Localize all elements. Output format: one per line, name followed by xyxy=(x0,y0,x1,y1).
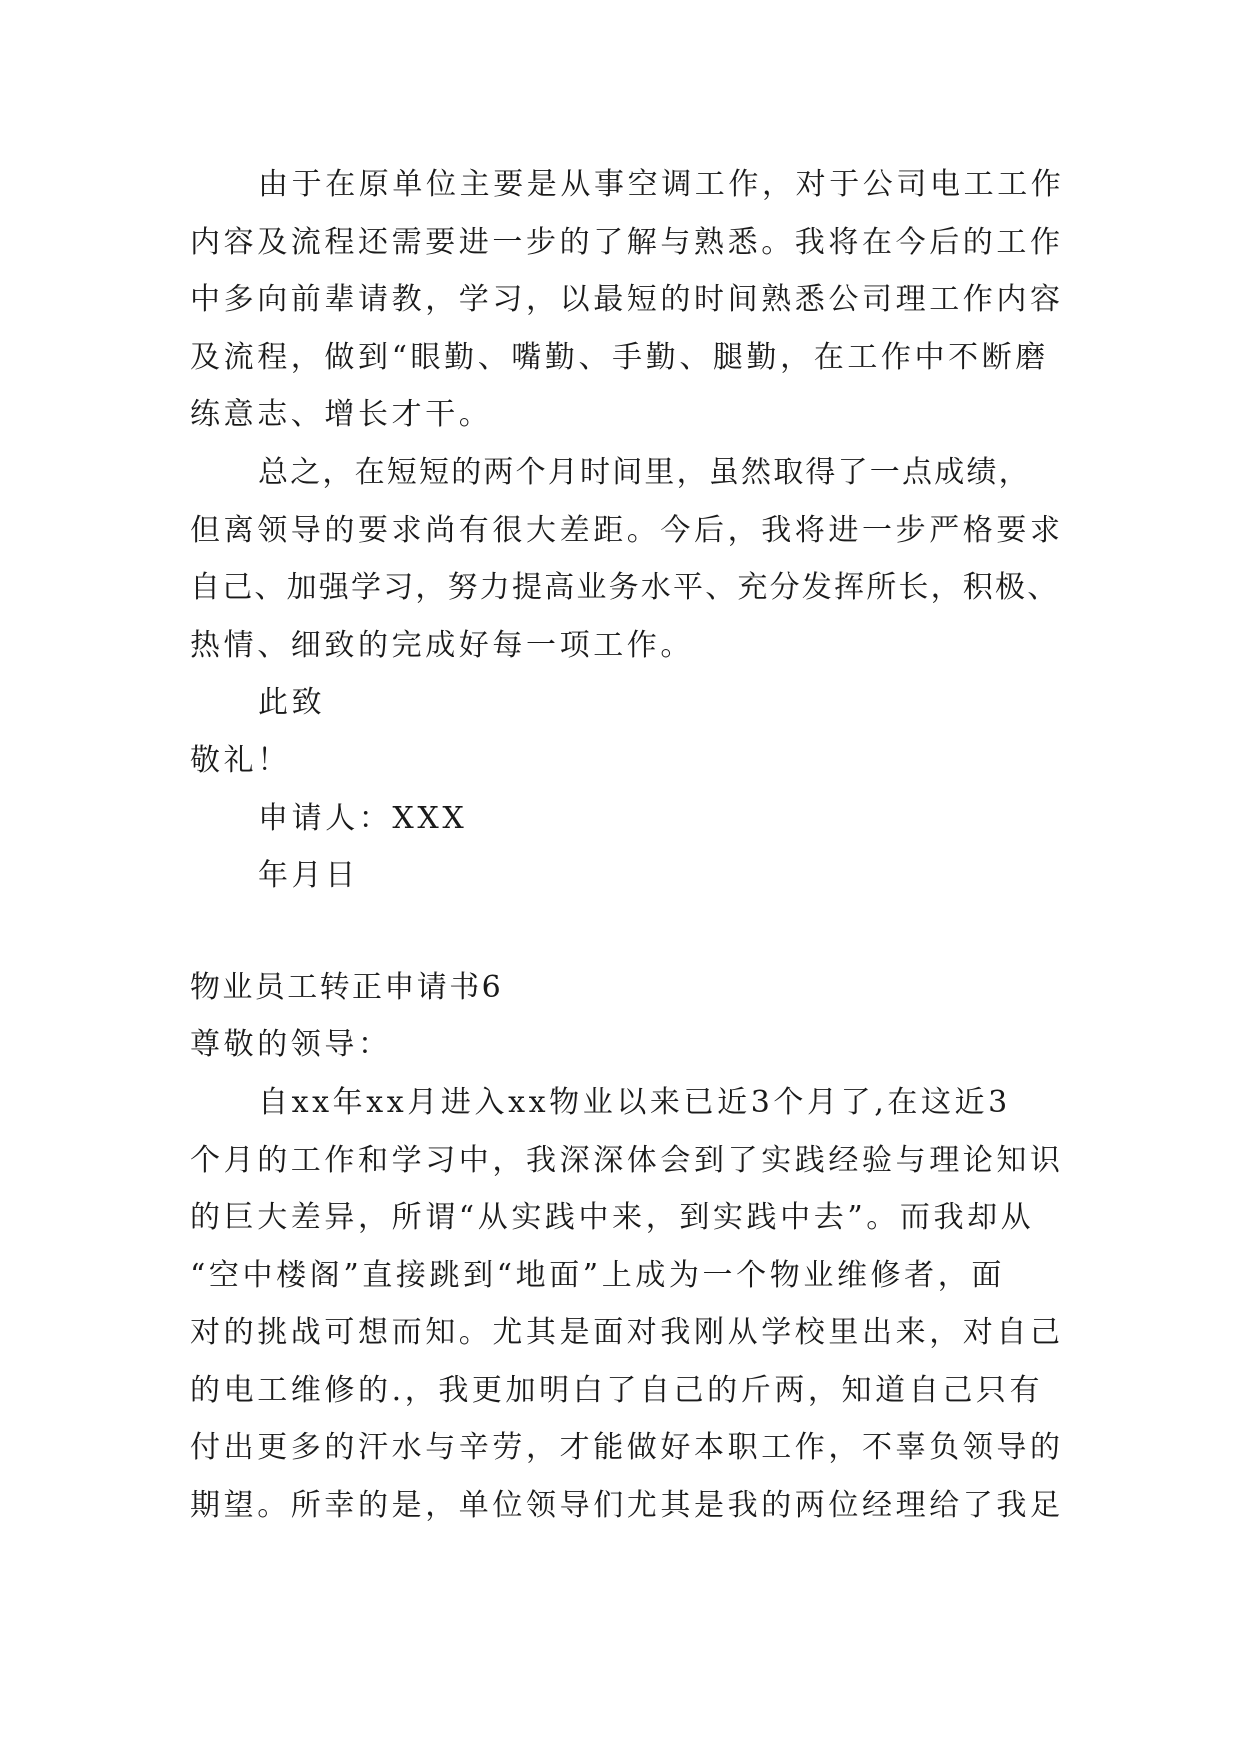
paragraph xyxy=(190,156,1065,444)
text-line: 练意志、增长才干。 xyxy=(190,397,493,433)
paragraph xyxy=(190,444,1064,674)
text-line: 中多向前辈请教，学习，以最短的时间熟悉公司理工作内容 xyxy=(190,282,1064,318)
text-line: 对的挑战可想而知。尤其是面对我刚从学校里出来，对自己 xyxy=(190,1315,1064,1351)
text-line: 总之，在短短的两个月时间里，虽然取得了一点成绩， xyxy=(258,454,1031,490)
text-line: 个月的工作和学习中，我深深体会到了实践经验与理论知识 xyxy=(190,1142,1064,1178)
text-line: 自xx年xx月进入xx物业以来已近3个月了,在这近3 xyxy=(258,1084,1011,1120)
text-line: 由于在原单位主要是从事空调工作，对于公司电工工作 xyxy=(258,167,1065,202)
document-page xyxy=(190,156,1065,1535)
text-line: 内容及流程还需要进一步的了解与熟悉。我将在今后的工作 xyxy=(190,224,1064,260)
text-line: 的巨大差异，所谓“从实践中来，到实践中去”。而我却从 xyxy=(190,1200,1035,1236)
text-line: 及流程，做到“眼勤、嘴勤、手勤、腿勤，在工作中不断磨 xyxy=(190,339,1049,375)
text-line: 期望。所幸的是，单位领导们尤其是我的两位经理给了我足 xyxy=(190,1488,1064,1524)
date-line: 年月日 xyxy=(258,858,359,894)
applicant-line: 申请人：XXX xyxy=(258,800,468,836)
text-line: 但离领导的要求尚有很大差距。今后，我将进一步严格要求 xyxy=(190,512,1064,548)
closing-line: 此致 xyxy=(258,685,326,721)
text-line: 付出更多的汗水与辛劳，才能做好本职工作，不辜负领导的 xyxy=(190,1430,1064,1466)
text-line: 的电工维修的.，我更加明白了自己的斤两，知道自己只有 xyxy=(190,1372,1044,1408)
text-line: 自己、加强学习，努力提高业务水平、充分发挥所长，积极、 xyxy=(190,570,1060,606)
closing-greeting: 敬礼！ xyxy=(190,742,291,778)
text-line: 热情、细致的完成好每一项工作。 xyxy=(190,627,694,663)
text-line: “空中楼阁”直接跳到“地面”上成为一个物业维修者，面 xyxy=(190,1257,1005,1293)
salutation: 尊敬的领导： xyxy=(190,1027,392,1063)
paragraph xyxy=(190,1074,1064,1535)
section-spacer xyxy=(190,905,1050,959)
section-title: 物业员工转正申请书6 xyxy=(190,969,504,1005)
